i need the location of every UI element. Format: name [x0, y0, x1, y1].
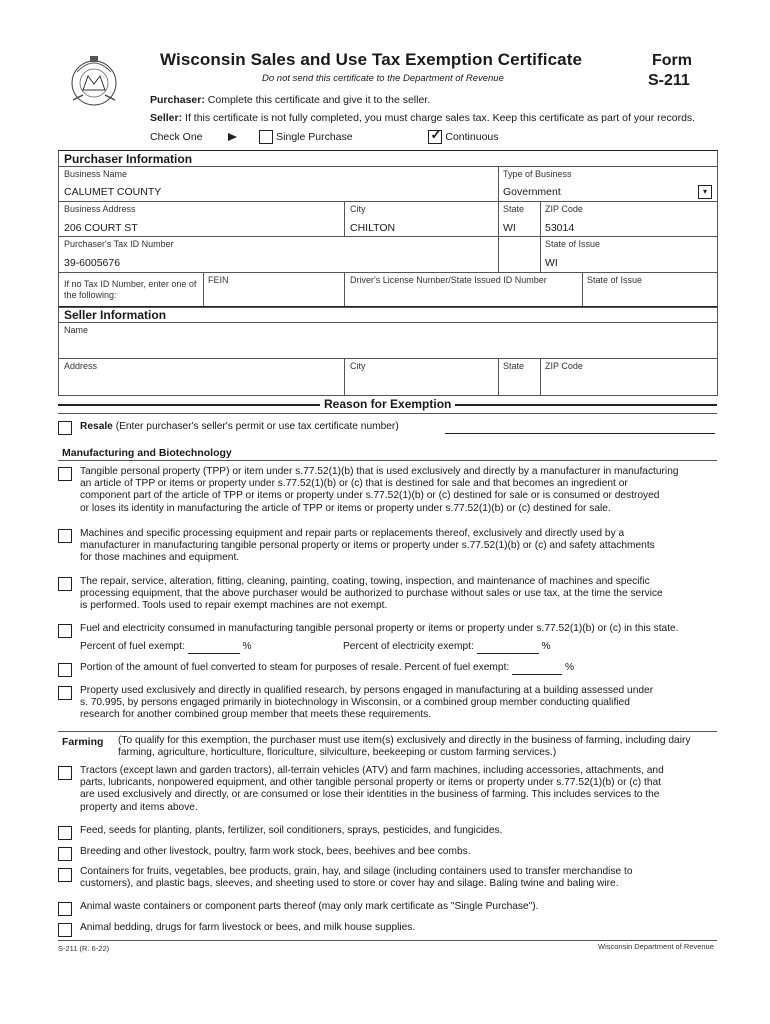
mfg-repair-text: The repair, service, alteration, fitting, cleaning, painting, coating, towing, inspection, and maintenance of machines and specific processing equipment, that the above purchaser would be authorized to purchase without sales or use tax, at the time the service is performed. Tools used to repair exempt machines are not exempt. — [80, 576, 663, 612]
fuel-percent-row: Percent of fuel exempt: % — [80, 641, 252, 654]
business-type-select[interactable]: Government — [503, 186, 561, 198]
seller-zip-label: ZIP Code — [545, 361, 583, 371]
farm-tractors-checkbox[interactable] — [58, 766, 72, 780]
mfg-steam-checkbox[interactable] — [58, 663, 72, 677]
mfg-fuel-text: Fuel and electricity consumed in manufacturing tangible personal property or items or property under s.77.52(1)(b) or (c) in this state. — [80, 623, 679, 634]
farm-livestock-checkbox[interactable] — [58, 847, 72, 861]
state-field[interactable]: WI — [503, 222, 516, 234]
purchaser-section-title: Purchaser Information — [64, 152, 196, 166]
wisconsin-seal-icon — [63, 50, 125, 112]
fuel-percent-field[interactable] — [188, 641, 240, 654]
resale-number-field[interactable] — [445, 433, 715, 434]
farming-intro: (To qualify for this exemption, the purchaser must use item(s) exclusively and directly in the business of farming, including dairy farming, agriculture, horticulture, floriculture, silviculture, beekeeping or custom farming services.) — [118, 735, 691, 759]
purchaser-instruction: Purchaser: Complete this certificate and give it to the seller. — [150, 94, 431, 106]
farm-bedding-text: Animal bedding, drugs for farm livestock or bees, and milk house supplies. — [80, 922, 416, 933]
seller-instruction: Seller: If this certificate is not fully completed, you must charge sales tax. Keep this certificate as part of your records. — [150, 112, 696, 124]
seller-address-label: Address — [64, 361, 98, 371]
single-purchase-checkbox[interactable] — [259, 130, 273, 144]
mfg-tpp-text: Tangible personal property (TPP) or item under s.77.52(1)(b) that is used exclusively and directly by a manufacturer in manufacturing an article of TPP or items or property under s.77.52(1)(b) or (c) that is destined for sale and that becomes an ingredient or component part of the article of TPP or items or property under s.77.52(1)(b) or (c) destined for sale or is consumed or destroyed or loses its identity in manufacturing the article of TPP or items or property under s.77.52(1)(b) or (c) destined for sale. — [80, 466, 679, 514]
reason-section-title: Reason for Exemption — [320, 397, 455, 411]
state-label: State — [503, 204, 525, 214]
check-one-row: Check One Single Purchase ✓ Continuous — [150, 130, 499, 144]
business-name-field[interactable]: CALUMET COUNTY — [64, 186, 162, 198]
business-type-label: Type of Business — [503, 169, 572, 179]
no-tax-id-label: If no Tax ID Number, enter one of the following: — [64, 279, 197, 300]
business-address-field[interactable]: 206 COURT ST — [64, 222, 138, 234]
mfg-repair-checkbox[interactable] — [58, 577, 72, 591]
continuous-label: Continuous — [445, 130, 499, 143]
arrow-right-icon — [228, 133, 237, 141]
seller-state-label: State — [503, 361, 525, 371]
state-of-issue-field[interactable]: WI — [545, 257, 558, 269]
farm-bedding-checkbox[interactable] — [58, 923, 72, 937]
seller-city-label: City — [350, 361, 366, 371]
farm-livestock-text: Breeding and other livestock, poultry, farm work stock, bees, beehives and bee combs. — [80, 846, 471, 857]
farm-feed-text: Feed, seeds for planting, plants, fertilizer, soil conditioners, sprays, pesticides, and fungicides. — [80, 825, 503, 836]
seller-name-label: Name — [64, 325, 89, 335]
drivers-license-label: Driver's License Number/State Issued ID Number — [350, 275, 547, 285]
farming-heading: Farming — [62, 736, 104, 748]
dl-state-of-issue-label: State of Issue — [587, 275, 643, 285]
tax-id-label: Purchaser's Tax ID Number — [64, 239, 174, 249]
farm-containers-text: Containers for fruits, vegetables, bee products, grain, hay, and silage (including containers used to transfer merchandise to customers), and plastic bags, sleeves, and sheeting used to store or cover hay and silage. Baling twine and baling wire. — [80, 866, 633, 890]
form-label: Form — [652, 52, 692, 69]
form-number: S-211 — [648, 72, 690, 89]
manufacturing-heading: Manufacturing and Biotechnology — [62, 447, 232, 459]
zip-field[interactable]: 53014 — [545, 222, 575, 234]
farm-waste-text: Animal waste containers or component parts thereof (may only mark certificate as "Single Purchase"). — [80, 901, 539, 912]
mfg-machines-checkbox[interactable] — [58, 529, 72, 543]
state-of-issue-label: State of Issue — [545, 239, 601, 249]
fein-label: FEIN — [208, 275, 229, 285]
page-title: Wisconsin Sales and Use Tax Exemption Certificate — [160, 50, 583, 69]
zip-label: ZIP Code — [545, 204, 583, 214]
seller-section-title: Seller Information — [64, 308, 170, 322]
continuous-checkbox[interactable] — [428, 130, 442, 144]
farm-feed-checkbox[interactable] — [58, 826, 72, 840]
single-purchase-label: Single Purchase — [276, 130, 353, 143]
electricity-percent-field[interactable] — [477, 641, 539, 654]
page-subtitle: Do not send this certificate to the Department of Revenue — [262, 73, 504, 84]
city-field[interactable]: CHILTON — [350, 222, 396, 234]
business-name-label: Business Name — [64, 169, 128, 179]
business-address-label: Business Address — [64, 204, 136, 214]
mfg-steam-text: Portion of the amount of fuel converted to steam for purposes of resale. Percent of fuel exempt: % — [80, 662, 574, 675]
chevron-down-icon[interactable]: ▾ — [698, 185, 712, 199]
resale-row: Resale (Enter purchaser's seller's permit or use tax certificate number) — [80, 421, 399, 432]
agency-name: Wisconsin Department of Revenue — [598, 942, 714, 951]
mfg-tpp-checkbox[interactable] — [58, 467, 72, 481]
steam-percent-field[interactable] — [512, 662, 562, 675]
mfg-research-text: Property used exclusively and directly in qualified research, by persons engaged in manufacturing at a building assessed under s. 70.995, by persons engaged primarily in biotechnology in Wisconsin, or a combined group member conducting qualified research for another combined group member that meets these requirements. — [80, 685, 654, 721]
farm-containers-checkbox[interactable] — [58, 868, 72, 882]
mfg-machines-text: Machines and specific processing equipment and repair parts or replacements thereof, exclusively and directly used by a manufacturer in manufacturing tangible personal property or items or property under s.77.52(1)(b) or (c) and safety attachments for those machines and equipment. — [80, 528, 655, 564]
farm-tractors-text: Tractors (except lawn and garden tractors), all-terrain vehicles (ATV) and farm machines, including accessories, attachments, and parts, lubricants, nonpowered equipment, and other tangible personal property or items or property under s.77.52(1)(b) or (c) that are used exclusively and directly, or are consumed or lose their identities in the business of farming. This includes services to the property and items above. — [80, 765, 664, 813]
mfg-fuel-checkbox[interactable] — [58, 624, 72, 638]
resale-checkbox[interactable] — [58, 421, 72, 435]
farm-waste-checkbox[interactable] — [58, 902, 72, 916]
electricity-percent-row: Percent of electricity exempt: % — [343, 641, 551, 654]
form-id: S-211 (R. 6-22) — [58, 944, 110, 953]
mfg-research-checkbox[interactable] — [58, 686, 72, 700]
city-label: City — [350, 204, 366, 214]
tax-id-field[interactable]: 39-6005676 — [64, 257, 121, 269]
